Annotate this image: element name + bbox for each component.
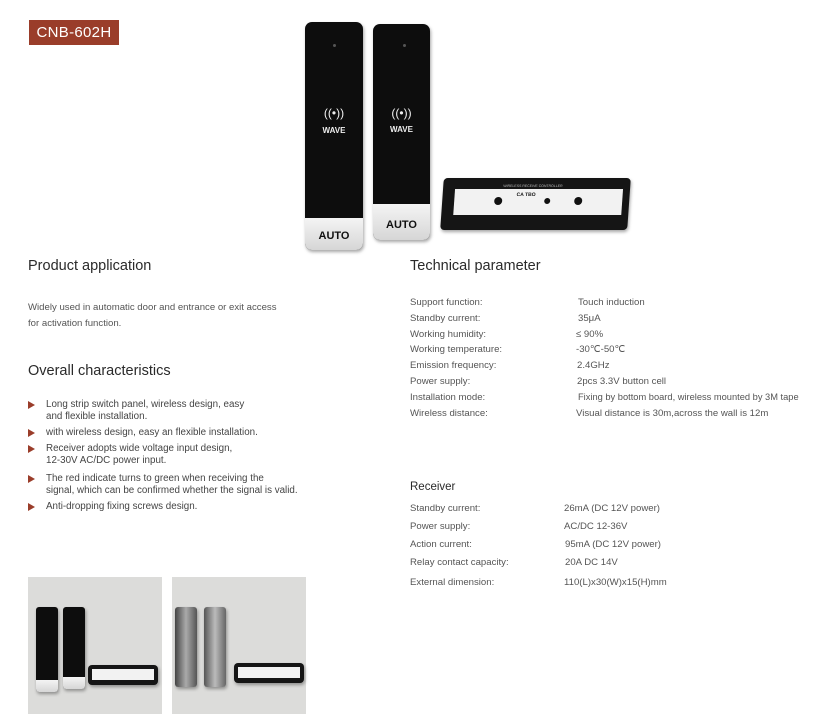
bullet-triangle-icon bbox=[28, 475, 35, 483]
spec-row: Power supply: 2pcs 3.3V button cell bbox=[410, 375, 667, 387]
model-badge: CNB-602H bbox=[29, 20, 119, 45]
product-application-heading: Product application bbox=[28, 258, 152, 274]
paragraph-line: for activation function. bbox=[28, 318, 122, 329]
spec-row: Working humidity: ≤ 90% bbox=[410, 328, 604, 340]
paragraph-line: Widely used in automatic door and entrance or exit access bbox=[28, 302, 277, 313]
spec-row: Wireless distance: Visual distance is 30m,across the wall is 12m bbox=[410, 407, 769, 419]
spec-row: Support function: Touch induction bbox=[410, 297, 645, 308]
product-application-text bbox=[28, 300, 277, 332]
receiver-spec-table bbox=[410, 503, 810, 590]
product-hero-image bbox=[300, 20, 635, 252]
spec-row: Working temperature: -30℃-50℃ bbox=[410, 344, 626, 356]
spec-row: Power supply: AC/DC 12-36V bbox=[410, 521, 628, 532]
bullet-triangle-icon bbox=[28, 503, 35, 511]
technical-spec-table bbox=[410, 297, 831, 421]
list-item: with wireless design, easy an flexible installation. bbox=[28, 427, 368, 443]
panel-wave-label: WAVE bbox=[322, 126, 346, 135]
wave-icon: ((•)) bbox=[391, 106, 412, 120]
bullet-triangle-icon bbox=[28, 445, 35, 453]
switch-panel-front bbox=[305, 22, 363, 250]
panel-wave-label: WAVE bbox=[390, 125, 413, 134]
spec-row: External dimension: 110(L)x30(W)x15(H)mm bbox=[410, 577, 667, 588]
spec-row: Installation mode: Fixing by bottom board, wireless mounted by 3M tape bbox=[410, 391, 799, 403]
list-item: Receiver adopts wide voltage input design, 12-30V AC/DC power input. bbox=[28, 443, 368, 473]
receiver-heading: Receiver bbox=[410, 481, 456, 493]
list-item: Anti-dropping fixing screws design. bbox=[28, 501, 368, 517]
panel-auto-label: AUTO bbox=[386, 219, 417, 231]
characteristics-list bbox=[28, 399, 368, 517]
product-photo-silver bbox=[172, 577, 306, 714]
panel-auto-label: AUTO bbox=[318, 230, 350, 242]
product-photo-black bbox=[28, 577, 162, 714]
list-item: The red indicate turns to green when receiving the signal, which can be confirmed whether the signal is valid. bbox=[28, 473, 368, 501]
spec-row: Standby current: 35μA bbox=[410, 312, 601, 324]
bullet-triangle-icon bbox=[28, 429, 35, 437]
spec-row: Standby current: 26mA (DC 12V power) bbox=[410, 503, 660, 514]
spec-row: Emission frequency: 2.4GHz bbox=[410, 360, 610, 372]
receiver-brand: CA TBO bbox=[516, 192, 536, 198]
receiver-unit bbox=[440, 178, 631, 230]
switch-panel-angled bbox=[373, 24, 430, 240]
bullet-triangle-icon bbox=[28, 401, 35, 409]
overall-characteristics-heading: Overall characteristics bbox=[28, 363, 171, 379]
list-item: Long strip switch panel, wireless design, easy and flexible installation. bbox=[28, 399, 368, 427]
spec-row: Relay contact capacity: 20A DC 14V bbox=[410, 557, 618, 568]
receiver-title: WIRELESS RECEIVE CONTROLLER bbox=[503, 184, 563, 188]
technical-parameter-heading: Technical parameter bbox=[410, 258, 541, 274]
spec-row: Action current: 95mA (DC 12V power) bbox=[410, 539, 661, 550]
wave-icon: ((•)) bbox=[323, 106, 345, 120]
